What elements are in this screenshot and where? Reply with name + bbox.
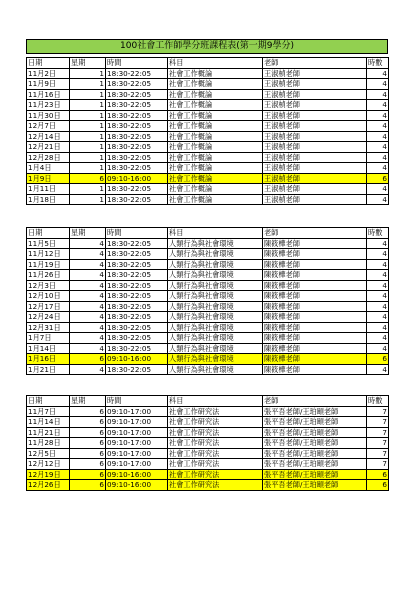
table-row bbox=[27, 152, 389, 163]
table-row bbox=[27, 448, 389, 459]
cell-weekday: 6 bbox=[70, 459, 106, 470]
cell-hours: 4 bbox=[367, 142, 389, 153]
cell-time: 09:10-16:00 bbox=[106, 480, 168, 491]
cell-date: 11月9日 bbox=[27, 79, 70, 90]
cell-time: 18:30-22:05 bbox=[106, 79, 168, 90]
table-header-row bbox=[27, 396, 389, 407]
cell-date: 12月26日 bbox=[27, 480, 70, 491]
cell-time: 18:30-22:05 bbox=[106, 364, 168, 375]
header-date: 日期 bbox=[27, 396, 70, 407]
cell-hours: 6 bbox=[367, 469, 389, 480]
cell-teacher: 王淑楨老師 bbox=[263, 121, 367, 132]
cell-weekday: 1 bbox=[70, 152, 106, 163]
cell-subject: 社會工作概論 bbox=[168, 194, 263, 205]
cell-subject: 社會工作研究法 bbox=[168, 459, 263, 470]
table-row bbox=[27, 249, 389, 260]
cell-time: 18:30-22:05 bbox=[106, 312, 168, 323]
cell-date: 12月28日 bbox=[27, 152, 70, 163]
table-row bbox=[27, 354, 389, 365]
table-row bbox=[27, 163, 389, 174]
cell-weekday: 6 bbox=[70, 480, 106, 491]
cell-subject: 社會工作概論 bbox=[168, 184, 263, 195]
cell-teacher: 王淑楨老師 bbox=[263, 173, 367, 184]
table-row bbox=[27, 121, 389, 132]
cell-date: 1月4日 bbox=[27, 163, 70, 174]
cell-time: 09:10-17:00 bbox=[106, 417, 168, 428]
cell-time: 18:30-22:05 bbox=[106, 333, 168, 344]
cell-date: 11月23日 bbox=[27, 100, 70, 111]
table-row bbox=[27, 459, 389, 470]
cell-time: 09:10-17:00 bbox=[106, 406, 168, 417]
cell-teacher: 王淑楨老師 bbox=[263, 163, 367, 174]
header-hours: 時數 bbox=[367, 396, 389, 407]
table-row bbox=[27, 343, 389, 354]
schedule-table-3 bbox=[26, 395, 389, 491]
cell-date: 11月19日 bbox=[27, 259, 70, 270]
cell-weekday: 1 bbox=[70, 194, 106, 205]
cell-hours: 4 bbox=[367, 68, 389, 79]
cell-teacher: 張平吾老師/王珀頤老師 bbox=[263, 438, 367, 449]
table-header-row bbox=[27, 228, 389, 239]
table-row bbox=[27, 322, 389, 333]
cell-teacher: 陳筱樺老師 bbox=[263, 249, 367, 260]
header-subject: 科目 bbox=[168, 396, 263, 407]
cell-time: 18:30-22:05 bbox=[106, 100, 168, 111]
table-row bbox=[27, 100, 389, 111]
cell-date: 12月24日 bbox=[27, 312, 70, 323]
cell-teacher: 張平吾老師/王珀頤老師 bbox=[263, 406, 367, 417]
table-row bbox=[27, 417, 389, 428]
cell-date: 11月28日 bbox=[27, 438, 70, 449]
cell-subject: 社會工作研究法 bbox=[168, 469, 263, 480]
cell-date: 1月21日 bbox=[27, 364, 70, 375]
cell-hours: 4 bbox=[367, 131, 389, 142]
cell-time: 18:30-22:05 bbox=[106, 110, 168, 121]
cell-hours: 7 bbox=[367, 459, 389, 470]
table-row bbox=[27, 238, 389, 249]
cell-weekday: 4 bbox=[70, 333, 106, 344]
cell-hours: 4 bbox=[367, 280, 389, 291]
table-row bbox=[27, 301, 389, 312]
cell-teacher: 陳筱樺老師 bbox=[263, 270, 367, 281]
header-teacher: 老師 bbox=[263, 228, 367, 239]
cell-hours: 4 bbox=[367, 89, 389, 100]
cell-hours: 4 bbox=[367, 238, 389, 249]
table-row bbox=[27, 469, 389, 480]
cell-teacher: 張平吾老師/王珀頤老師 bbox=[263, 469, 367, 480]
cell-hours: 7 bbox=[367, 438, 389, 449]
cell-time: 18:30-22:05 bbox=[106, 249, 168, 260]
header-subject: 科目 bbox=[168, 58, 263, 69]
cell-date: 1月7日 bbox=[27, 333, 70, 344]
cell-time: 18:30-22:05 bbox=[106, 291, 168, 302]
cell-subject: 社會工作概論 bbox=[168, 152, 263, 163]
cell-subject: 社會工作研究法 bbox=[168, 480, 263, 491]
cell-time: 18:30-22:05 bbox=[106, 322, 168, 333]
cell-date: 12月7日 bbox=[27, 121, 70, 132]
cell-weekday: 4 bbox=[70, 364, 106, 375]
cell-time: 18:30-22:05 bbox=[106, 343, 168, 354]
cell-subject: 人類行為與社會環境 bbox=[168, 312, 263, 323]
cell-hours: 4 bbox=[367, 79, 389, 90]
cell-teacher: 陳筱樺老師 bbox=[263, 291, 367, 302]
cell-date: 11月16日 bbox=[27, 89, 70, 100]
cell-subject: 人類行為與社會環境 bbox=[168, 301, 263, 312]
cell-hours: 4 bbox=[367, 322, 389, 333]
cell-date: 11月14日 bbox=[27, 417, 70, 428]
cell-hours: 4 bbox=[367, 291, 389, 302]
cell-teacher: 張平吾老師/王珀頤老師 bbox=[263, 459, 367, 470]
cell-hours: 7 bbox=[367, 448, 389, 459]
cell-hours: 4 bbox=[367, 301, 389, 312]
cell-time: 18:30-22:05 bbox=[106, 194, 168, 205]
cell-date: 1月18日 bbox=[27, 194, 70, 205]
header-weekday: 星期 bbox=[70, 58, 106, 69]
cell-weekday: 1 bbox=[70, 110, 106, 121]
cell-subject: 人類行為與社會環境 bbox=[168, 291, 263, 302]
header-teacher: 老師 bbox=[263, 58, 367, 69]
cell-hours: 4 bbox=[367, 184, 389, 195]
cell-time: 18:30-22:05 bbox=[106, 270, 168, 281]
cell-time: 18:30-22:05 bbox=[106, 301, 168, 312]
cell-date: 11月26日 bbox=[27, 270, 70, 281]
cell-subject: 社會工作概論 bbox=[168, 89, 263, 100]
cell-date: 12月5日 bbox=[27, 448, 70, 459]
cell-weekday: 1 bbox=[70, 142, 106, 153]
cell-teacher: 陳筱樺老師 bbox=[263, 364, 367, 375]
cell-time: 18:30-22:05 bbox=[106, 184, 168, 195]
cell-subject: 社會工作概論 bbox=[168, 110, 263, 121]
cell-hours: 4 bbox=[367, 259, 389, 270]
cell-time: 09:10-17:00 bbox=[106, 448, 168, 459]
table-row bbox=[27, 427, 389, 438]
cell-teacher: 張平吾老師/王珀頤老師 bbox=[263, 417, 367, 428]
header-weekday: 星期 bbox=[70, 396, 106, 407]
cell-teacher: 陳筱樺老師 bbox=[263, 322, 367, 333]
cell-subject: 社會工作概論 bbox=[168, 173, 263, 184]
schedule-title: 100社會工作師學分班課程表(第一期9學分) bbox=[26, 39, 388, 54]
cell-subject: 人類行為與社會環境 bbox=[168, 280, 263, 291]
cell-weekday: 6 bbox=[70, 469, 106, 480]
cell-subject: 社會工作研究法 bbox=[168, 448, 263, 459]
cell-weekday: 1 bbox=[70, 79, 106, 90]
cell-hours: 4 bbox=[367, 312, 389, 323]
cell-hours: 6 bbox=[367, 354, 389, 365]
table-row bbox=[27, 184, 389, 195]
cell-hours: 4 bbox=[367, 343, 389, 354]
cell-subject: 人類行為與社會環境 bbox=[168, 259, 263, 270]
header-date: 日期 bbox=[27, 228, 70, 239]
cell-weekday: 4 bbox=[70, 238, 106, 249]
cell-weekday: 1 bbox=[70, 163, 106, 174]
cell-subject: 社會工作研究法 bbox=[168, 417, 263, 428]
cell-hours: 4 bbox=[367, 110, 389, 121]
table-row bbox=[27, 312, 389, 323]
table-row bbox=[27, 438, 389, 449]
cell-hours: 4 bbox=[367, 163, 389, 174]
cell-teacher: 陳筱樺老師 bbox=[263, 301, 367, 312]
table-row bbox=[27, 79, 389, 90]
cell-date: 12月17日 bbox=[27, 301, 70, 312]
header-time: 時間 bbox=[106, 228, 168, 239]
table-row bbox=[27, 194, 389, 205]
cell-time: 18:30-22:05 bbox=[106, 121, 168, 132]
table-row bbox=[27, 173, 389, 184]
cell-hours: 4 bbox=[367, 270, 389, 281]
table-row bbox=[27, 406, 389, 417]
cell-date: 1月11日 bbox=[27, 184, 70, 195]
cell-teacher: 王淑楨老師 bbox=[263, 68, 367, 79]
cell-teacher: 王淑楨老師 bbox=[263, 110, 367, 121]
cell-date: 1月16日 bbox=[27, 354, 70, 365]
cell-subject: 人類行為與社會環境 bbox=[168, 238, 263, 249]
cell-subject: 人類行為與社會環境 bbox=[168, 270, 263, 281]
table-row bbox=[27, 333, 389, 344]
cell-teacher: 王淑楨老師 bbox=[263, 184, 367, 195]
cell-time: 18:30-22:05 bbox=[106, 152, 168, 163]
cell-time: 18:30-22:05 bbox=[106, 68, 168, 79]
cell-weekday: 1 bbox=[70, 121, 106, 132]
cell-subject: 人類行為與社會環境 bbox=[168, 333, 263, 344]
header-hours: 時數 bbox=[367, 228, 389, 239]
table-row bbox=[27, 89, 389, 100]
cell-time: 18:30-22:05 bbox=[106, 142, 168, 153]
header-time: 時間 bbox=[106, 58, 168, 69]
cell-hours: 6 bbox=[367, 480, 389, 491]
cell-date: 12月14日 bbox=[27, 131, 70, 142]
cell-date: 11月5日 bbox=[27, 238, 70, 249]
cell-date: 11月12日 bbox=[27, 249, 70, 260]
header-date: 日期 bbox=[27, 58, 70, 69]
cell-subject: 社會工作研究法 bbox=[168, 427, 263, 438]
cell-weekday: 6 bbox=[70, 417, 106, 428]
cell-weekday: 4 bbox=[70, 270, 106, 281]
cell-weekday: 4 bbox=[70, 322, 106, 333]
cell-subject: 社會工作概論 bbox=[168, 100, 263, 111]
cell-date: 12月31日 bbox=[27, 322, 70, 333]
cell-hours: 6 bbox=[367, 173, 389, 184]
cell-time: 09:10-17:00 bbox=[106, 438, 168, 449]
cell-weekday: 4 bbox=[70, 343, 106, 354]
cell-hours: 7 bbox=[367, 417, 389, 428]
cell-time: 18:30-22:05 bbox=[106, 238, 168, 249]
cell-time: 18:30-22:05 bbox=[106, 89, 168, 100]
cell-weekday: 1 bbox=[70, 184, 106, 195]
cell-date: 1月9日 bbox=[27, 173, 70, 184]
cell-weekday: 6 bbox=[70, 438, 106, 449]
cell-time: 09:10-17:00 bbox=[106, 459, 168, 470]
cell-date: 11月2日 bbox=[27, 68, 70, 79]
table-row bbox=[27, 131, 389, 142]
header-subject: 科目 bbox=[168, 228, 263, 239]
cell-time: 09:10-17:00 bbox=[106, 427, 168, 438]
cell-hours: 4 bbox=[367, 333, 389, 344]
cell-subject: 社會工作概論 bbox=[168, 163, 263, 174]
cell-teacher: 陳筱樺老師 bbox=[263, 343, 367, 354]
table-row bbox=[27, 259, 389, 270]
table-row bbox=[27, 364, 389, 375]
cell-hours: 4 bbox=[367, 152, 389, 163]
cell-subject: 社會工作概論 bbox=[168, 121, 263, 132]
cell-teacher: 陳筱樺老師 bbox=[263, 312, 367, 323]
header-weekday: 星期 bbox=[70, 228, 106, 239]
cell-subject: 人類行為與社會環境 bbox=[168, 364, 263, 375]
cell-weekday: 4 bbox=[70, 280, 106, 291]
cell-time: 18:30-22:05 bbox=[106, 163, 168, 174]
cell-hours: 4 bbox=[367, 100, 389, 111]
cell-weekday: 4 bbox=[70, 249, 106, 260]
table-row bbox=[27, 270, 389, 281]
cell-weekday: 4 bbox=[70, 259, 106, 270]
cell-date: 12月3日 bbox=[27, 280, 70, 291]
header-time: 時間 bbox=[106, 396, 168, 407]
cell-teacher: 陳筱樺老師 bbox=[263, 280, 367, 291]
cell-weekday: 6 bbox=[70, 173, 106, 184]
cell-date: 11月7日 bbox=[27, 406, 70, 417]
cell-weekday: 1 bbox=[70, 131, 106, 142]
cell-teacher: 王淑楨老師 bbox=[263, 89, 367, 100]
cell-teacher: 王淑楨老師 bbox=[263, 79, 367, 90]
cell-weekday: 1 bbox=[70, 68, 106, 79]
cell-teacher: 王淑楨老師 bbox=[263, 131, 367, 142]
schedule-table-1 bbox=[26, 57, 389, 205]
table-row bbox=[27, 68, 389, 79]
cell-subject: 社會工作研究法 bbox=[168, 438, 263, 449]
cell-subject: 人類行為與社會環境 bbox=[168, 249, 263, 260]
cell-teacher: 陳筱樺老師 bbox=[263, 259, 367, 270]
cell-teacher: 王淑楨老師 bbox=[263, 142, 367, 153]
table-header-row bbox=[27, 58, 389, 69]
cell-weekday: 6 bbox=[70, 448, 106, 459]
table-row bbox=[27, 280, 389, 291]
cell-time: 18:30-22:05 bbox=[106, 280, 168, 291]
cell-teacher: 王淑楨老師 bbox=[263, 194, 367, 205]
cell-weekday: 6 bbox=[70, 406, 106, 417]
cell-weekday: 4 bbox=[70, 312, 106, 323]
cell-teacher: 張平吾老師/王珀頤老師 bbox=[263, 427, 367, 438]
cell-weekday: 4 bbox=[70, 291, 106, 302]
cell-time: 18:30-22:05 bbox=[106, 259, 168, 270]
cell-weekday: 1 bbox=[70, 100, 106, 111]
cell-hours: 4 bbox=[367, 121, 389, 132]
cell-teacher: 陳筱樺老師 bbox=[263, 354, 367, 365]
cell-time: 09:10-16:00 bbox=[106, 469, 168, 480]
table-row bbox=[27, 291, 389, 302]
cell-teacher: 王淑楨老師 bbox=[263, 152, 367, 163]
cell-time: 09:10-16:00 bbox=[106, 173, 168, 184]
cell-teacher: 王淑楨老師 bbox=[263, 100, 367, 111]
cell-weekday: 6 bbox=[70, 354, 106, 365]
cell-date: 11月21日 bbox=[27, 427, 70, 438]
cell-weekday: 4 bbox=[70, 301, 106, 312]
cell-weekday: 1 bbox=[70, 89, 106, 100]
cell-date: 12月10日 bbox=[27, 291, 70, 302]
cell-hours: 7 bbox=[367, 406, 389, 417]
cell-subject: 社會工作概論 bbox=[168, 131, 263, 142]
cell-weekday: 6 bbox=[70, 427, 106, 438]
cell-hours: 4 bbox=[367, 249, 389, 260]
header-hours: 時數 bbox=[367, 58, 389, 69]
schedule-table-2 bbox=[26, 227, 389, 375]
cell-subject: 人類行為與社會環境 bbox=[168, 343, 263, 354]
cell-hours: 4 bbox=[367, 364, 389, 375]
cell-teacher: 陳筱樺老師 bbox=[263, 238, 367, 249]
cell-date: 12月19日 bbox=[27, 469, 70, 480]
cell-subject: 社會工作研究法 bbox=[168, 406, 263, 417]
cell-subject: 人類行為與社會環境 bbox=[168, 322, 263, 333]
table-row bbox=[27, 480, 389, 491]
cell-hours: 4 bbox=[367, 194, 389, 205]
cell-time: 18:30-22:05 bbox=[106, 131, 168, 142]
cell-teacher: 張平吾老師/王珀頤老師 bbox=[263, 480, 367, 491]
cell-subject: 社會工作概論 bbox=[168, 68, 263, 79]
cell-time: 09:10-16:00 bbox=[106, 354, 168, 365]
cell-subject: 人類行為與社會環境 bbox=[168, 354, 263, 365]
cell-date: 12月21日 bbox=[27, 142, 70, 153]
cell-date: 1月14日 bbox=[27, 343, 70, 354]
cell-date: 12月12日 bbox=[27, 459, 70, 470]
cell-date: 11月30日 bbox=[27, 110, 70, 121]
header-teacher: 老師 bbox=[263, 396, 367, 407]
cell-hours: 7 bbox=[367, 427, 389, 438]
cell-subject: 社會工作概論 bbox=[168, 142, 263, 153]
cell-teacher: 張平吾老師/王珀頤老師 bbox=[263, 448, 367, 459]
table-row bbox=[27, 110, 389, 121]
cell-subject: 社會工作概論 bbox=[168, 79, 263, 90]
cell-teacher: 陳筱樺老師 bbox=[263, 333, 367, 344]
table-row bbox=[27, 142, 389, 153]
